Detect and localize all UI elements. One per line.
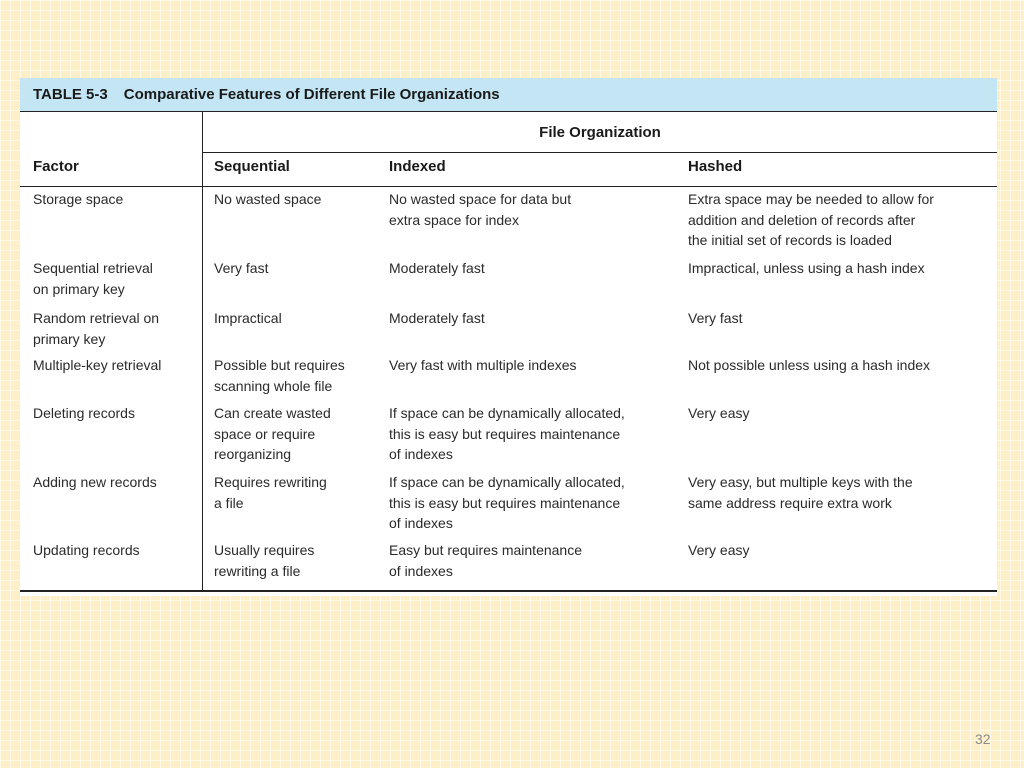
row-deleting-records-indexed: If space can be dynamically allocated, this is easy but requires maintenance of indexes bbox=[389, 405, 625, 462]
row-random-retrieval-sequential: Impractical bbox=[214, 310, 282, 326]
row-sequential-retrieval-sequential: Very fast bbox=[214, 260, 269, 276]
comparison-table bbox=[20, 78, 997, 596]
slide-page-number: 32 bbox=[975, 731, 991, 747]
column-header-indexed: Indexed bbox=[389, 158, 446, 175]
row-multiple-key-factor: Multiple-key retrieval bbox=[33, 357, 162, 373]
file-organization-header: File Organization bbox=[539, 123, 661, 141]
row-deleting-records-sequential: Can create wasted space or require reorganizing bbox=[214, 405, 331, 462]
table-caption bbox=[20, 78, 997, 112]
row-sequential-retrieval-hashed: Impractical, unless using a hash index bbox=[688, 260, 925, 276]
row-storage-space-hashed: Extra space may be needed to allow for addition and deletion of records after the initial set of records is loaded bbox=[688, 191, 934, 248]
row-storage-space-sequential: No wasted space bbox=[214, 191, 322, 207]
row-multiple-key-indexed: Very fast with multiple indexes bbox=[389, 357, 577, 373]
table-grid bbox=[20, 112, 997, 596]
table-title: Comparative Features of Different File Organizations bbox=[123, 86, 500, 103]
row-updating-records-hashed: Very easy bbox=[688, 542, 750, 558]
factor-column-divider bbox=[202, 112, 203, 590]
row-deleting-records-factor: Deleting records bbox=[33, 405, 135, 421]
column-header-sequential: Sequential bbox=[214, 158, 290, 175]
row-multiple-key-hashed: Not possible unless using a hash index bbox=[688, 357, 931, 373]
column-header-factor: Factor bbox=[33, 158, 79, 175]
row-sequential-retrieval-indexed: Moderately fast bbox=[389, 260, 485, 276]
group-header-divider bbox=[203, 152, 997, 153]
row-adding-records-factor: Adding new records bbox=[33, 474, 157, 490]
row-storage-space-factor: Storage space bbox=[33, 191, 124, 207]
row-random-retrieval-factor: Random retrieval on primary key bbox=[33, 310, 160, 347]
row-random-retrieval-hashed: Very fast bbox=[688, 310, 743, 326]
row-random-retrieval-indexed: Moderately fast bbox=[389, 310, 485, 326]
row-adding-records-sequential: Requires rewriting a file bbox=[214, 474, 327, 511]
table-label: TABLE 5-3 bbox=[33, 86, 108, 103]
row-deleting-records-hashed: Very easy bbox=[688, 405, 750, 421]
row-updating-records-indexed: Easy but requires maintenance of indexes bbox=[389, 542, 582, 579]
table-bottom-rule bbox=[20, 590, 997, 592]
row-updating-records-factor: Updating records bbox=[33, 542, 140, 558]
row-sequential-retrieval-factor: Sequential retrieval on primary key bbox=[33, 260, 153, 297]
header-divider bbox=[20, 186, 997, 187]
row-storage-space-indexed: No wasted space for data but extra space for index bbox=[389, 191, 572, 228]
row-updating-records-sequential: Usually requires rewriting a file bbox=[214, 542, 315, 579]
column-header-hashed: Hashed bbox=[688, 158, 743, 175]
row-multiple-key-sequential: Possible but requires scanning whole file bbox=[214, 357, 345, 394]
row-adding-records-indexed: If space can be dynamically allocated, this is easy but requires maintenance of indexes bbox=[389, 474, 625, 531]
row-adding-records-hashed: Very easy, but multiple keys with the same address require extra work bbox=[688, 474, 913, 511]
